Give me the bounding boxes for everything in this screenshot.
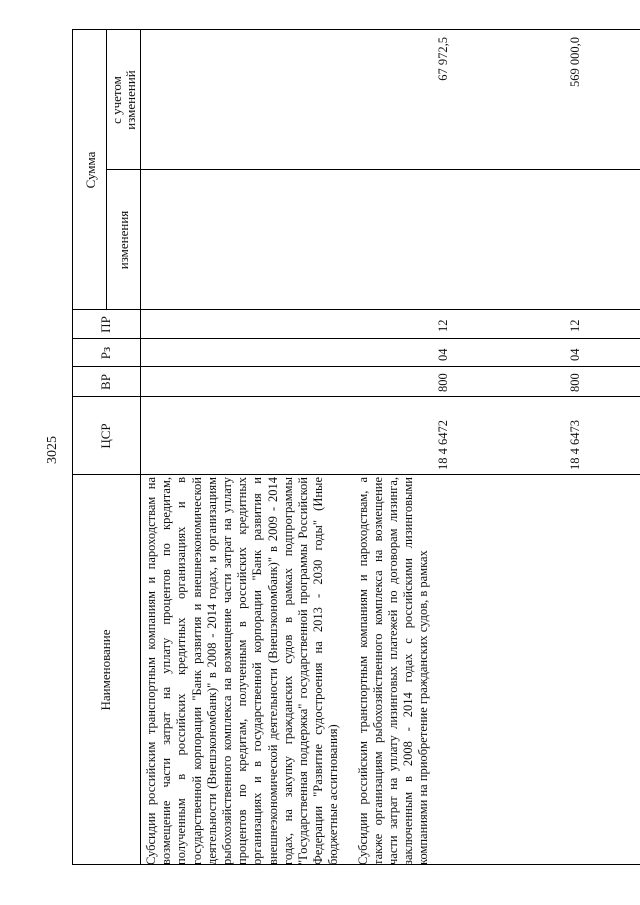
table-right-border: [72, 29, 640, 30]
row-1-vr: 800: [436, 373, 450, 392]
header-changes: изменения: [116, 210, 131, 270]
row-2-csr: 18 4 6473: [568, 420, 582, 470]
table-top-border: [72, 30, 73, 865]
row-1-pr: 12: [436, 319, 450, 332]
row-1-name: Субсидии российским транспортным компаниям и пароходствам на возмещение части затрат на уплату процентов по кредитам, полученным в российских кредитных организациях и в государственной корпорации "Банк развития и внешнеэкономической деятельности (Внешэкономбанк)" в 2008 - 2014 годах, и организациям рыбохозяйственного комплекса на возмещение части затрат на уплату процентов по кредитам, полученным в российских кредитных организациях и в государственной корпорации "Банк развития и внешнеэкономической деятельности (Внешэкономбанк)" в 2009 - 2014 годах, на закупку гражданских судов в рамках подпрограммы "Государственная поддержка" государственной программы Российской Федерации "Развитие судостроения на 2013 - 2030 годы" (Иные бюджетные ассигнования): [144, 477, 341, 865]
header-csr: ЦСР: [98, 423, 113, 449]
table-row: [144, 477, 446, 865]
page-number: 3025: [45, 436, 60, 464]
row-2-with-changes: 569 000,0: [568, 37, 582, 87]
header-rz: Рз: [98, 346, 113, 360]
row-2-rz: 04: [568, 348, 582, 361]
row-1-csr: 18 4 6472: [436, 420, 450, 470]
table-header-bottom-border: [140, 30, 141, 865]
row-1-with-changes: 67 972,5: [436, 37, 450, 81]
header-name: Наименование: [98, 629, 113, 711]
col-sep-vr-rz: [72, 366, 640, 367]
col-sep-csr-vr: [72, 396, 640, 397]
sum-header-divider: [106, 30, 107, 310]
row-2-pr: 12: [568, 319, 582, 332]
row-2-name: Субсидии российским транспортным компаниям и пароходствам, а также организациям рыбохозяйственного комплекса на возмещение части затрат на уплату лизинговых платежей по договорам лизинга, заключенным в 2008 - 2014 годах с российскими лизинговыми компаниями на приобретение гражданских судов, в рамках: [355, 477, 431, 865]
header-with-changes: с учетом изменений: [109, 70, 139, 130]
col-sep-rz-pr: [72, 338, 640, 339]
header-vr: ВР: [98, 374, 113, 390]
row-2-vr: 800: [568, 373, 582, 392]
col-sep-name-csr: [72, 474, 640, 475]
col-sep-pr-sum: [72, 309, 640, 310]
header-sum: Сумма: [83, 151, 98, 189]
header-pr: ПР: [98, 316, 113, 333]
col-sep-changes-total: [106, 169, 640, 170]
row-1-rz: 04: [436, 348, 450, 361]
